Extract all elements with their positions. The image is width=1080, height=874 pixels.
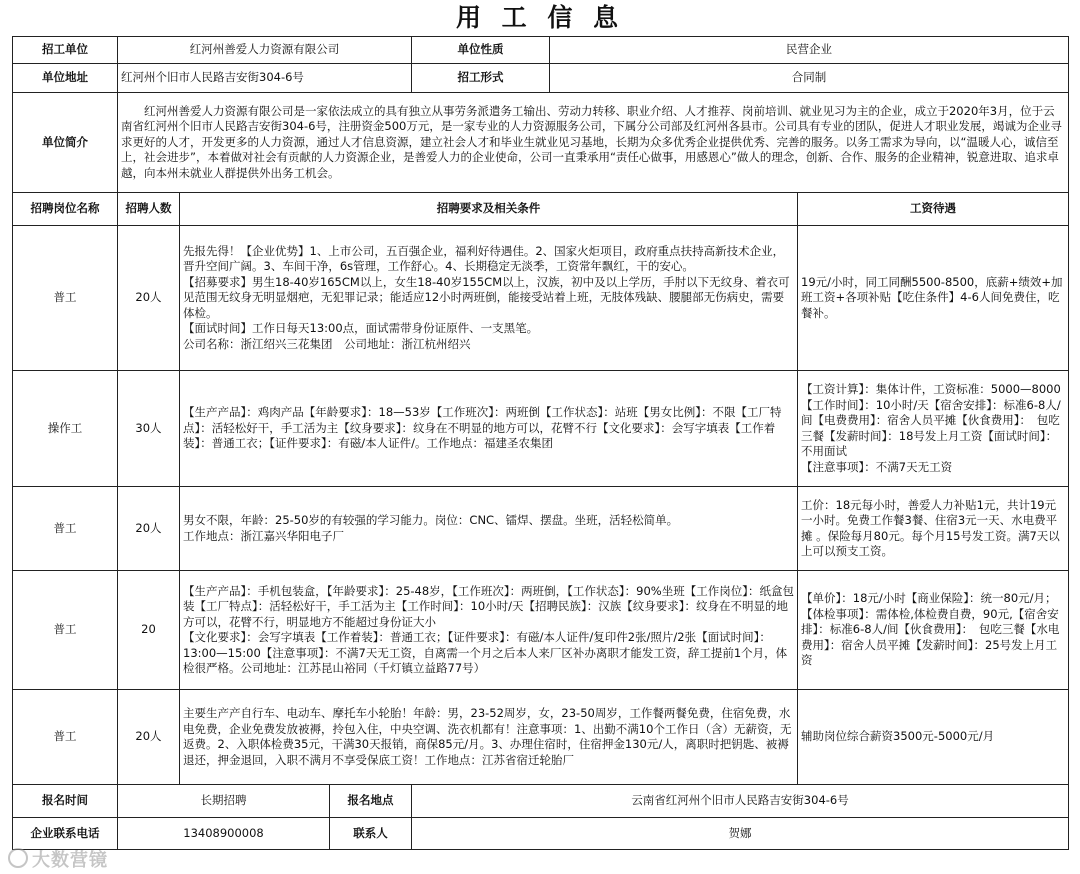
page-title: 用 工 信 息: [455, 3, 625, 32]
job-position: 操作工: [13, 371, 118, 487]
job-row: [13, 487, 1069, 571]
recruit-form: 合同制: [550, 64, 1069, 93]
signup-time: 长期招聘: [118, 785, 330, 818]
label-form: 招工形式: [412, 64, 550, 93]
contact-person: 贺娜: [412, 818, 1069, 850]
header-position: 招聘岗位名称: [13, 193, 118, 226]
job-requirements: 先报先得！【企业优势】1、上市公司，五百强企业，福利好待遇佳。2、国家火炬项目，政府重点扶持高新技术企业，晋升空间广阔。3、车间干净，6s管理，工作舒心。4、长期稳定无淡季，工资常年飘红，干的安心。 【招募要求】男生18-40岁165CM以上，女生18-40岁155CM以上，汉族，初中及以上学历，手肘以下无纹身、着衣可见范围无纹身无明显烟疤，无犯罪记录；能适应12小时两班倒，能接受站着上班，无肢体残缺、腰腿部无伤病史，需要体检。 【面试时间】工作日每天13:00点，面试需带身份证原件、一支黑笔。 公司名称：浙江绍兴三花集团 公司地址：浙江杭州绍兴: [180, 226, 798, 371]
job-row: [13, 690, 1069, 785]
job-row: [13, 371, 1069, 487]
company-intro: 红河州善爱人力资源有限公司是一家依法成立的具有独立从事劳务派遣务工输出、劳动力转移、职业介绍、人才推荐、岗前培训、就业见习为主的企业，成立于2020年3月，位于云南省红河州个旧市人民路吉安街304-6号，注册资金500万元，是一家专业的人力资源服务公司，下属分公司部及红河州各县市。公司具有专业的团队，促进人才职业发展，竭诚为企业寻求更好的人才，开发更多的人力资源，通过人才信息资源，建立社会人才和毕业生就业见习基地，长期为众多优秀企业提供优秀、完善的服务。以务工需求为导向，以“温暖人心，诚信至上，社会进步”，本着做对社会有贡献的人力资源企业，是善爱人力的企业使命，公司一直秉承用“责任心做事，用感恩心”做人的理念，创新、合作、服务的企业精神，锐意进取、追求卓越，向本州未就业人群提供外出务工机会。: [118, 93, 1069, 193]
job-info-table: [12, 36, 1069, 850]
job-count: 20人: [118, 487, 180, 571]
unit-nature: 民营企业: [550, 37, 1069, 64]
label-intro: 单位简介: [13, 93, 118, 193]
job-salary: 辅助岗位综合薪资3500元-5000元/月: [798, 690, 1069, 785]
job-requirements: 【生产产品】：手机包装盒，【年龄要求】：25-48岁，【工作班次】：两班倒，【工作状态】：90%坐班【工作岗位】：纸盒包装【工厂特点】：活轻松好干，手工活为主【工作时间】：10小时/天【招聘民族】：汉族【纹身要求】：纹身在不明显的地方可以，花臂不行，明显地方不能超过身份证大小 【文化要求】：会写字填表【工作着装】：普通工衣；【证件要求】：有磁/本人证件/复印件2张/照片/2张【面试时间】： 13:00—15:00【注意事项】：不满7天无工资，自离需一个月之后本人来厂区补办离职才能发工资，辞工提前1个月，体检很严格。公司地址：江苏昆山裕同（千灯镇立益路77号）: [180, 571, 798, 690]
job-requirements: 男女不限，年龄：25-50岁的有较强的学习能力。岗位：CNC、镭焊、摆盘。坐班，活轻松简单。 工作地点：浙江嘉兴华阳电子厂: [180, 487, 798, 571]
label-unit: 招工单位: [13, 37, 118, 64]
row-contact: [13, 818, 1069, 850]
job-row: [13, 226, 1069, 371]
header-requirements: 招聘要求及相关条件: [180, 193, 798, 226]
unit-address: 红河州个旧市人民路吉安街304-6号: [118, 64, 412, 93]
job-salary: 【单价】：18元/小时【商业保险】：统一80元/月；【体检事项】：需体检,体检费自费，90元,【宿舍安排】：标准6-8人/间【伙食费用】： 包吃三餐【水电费用】：宿舍人员平摊【发薪时间】：25号发上月工资: [798, 571, 1069, 690]
row-signup: [13, 785, 1069, 818]
job-count: 20人: [118, 226, 180, 371]
job-requirements: 主要生产产自行车、电动车、摩托车小轮胎！年龄：男，23-52周岁，女，23-50周岁，工作餐两餐免费，住宿免费，水电免费，企业免费发放被褥，拎包入住，中央空调、洗衣机都有！注意事项：1、出勤不满10个工作日（含）无薪资，无返费。2、入职体检费35元，干满30天报销，商保85元/月。3、办理住宿时，住宿押金130元/人，离职时把钥匙、被褥退还，押金退回，入职不满月不享受保底工资！工作地点：江苏省宿迁轮胎厂: [180, 690, 798, 785]
job-requirements: 【生产产品】：鸡肉产品【年龄要求】：18—53岁【工作班次】：两班倒【工作状态】：站班【男女比例】：不限【工厂特点】：活轻松好干，手工活为主【纹身要求】：纹身在不明显的地方可以，花臂不行【文化要求】：会写字填表【工作着装】：普通工衣；【证件要求】：有磁/本人证件/。工作地点：福建圣农集团: [180, 371, 798, 487]
job-position: 普工: [13, 226, 118, 371]
job-position: 普工: [13, 571, 118, 690]
job-count: 20人: [118, 690, 180, 785]
job-position: 普工: [13, 487, 118, 571]
label-signup-time: 报名时间: [13, 785, 118, 818]
job-salary: 工价：18元每小时，善爱人力补贴1元，共计19元一小时。免费工作餐3餐、住宿3元一天、水电费平摊 。保险每月80元。每个月15号发工资。满7天以上可以预支工资。: [798, 487, 1069, 571]
job-salary: 19元/小时，同工同酬5500-8500，底薪+绩效+加班工资+各项补贴【吃住条件】4-6人间免费住，吃餐补。: [798, 226, 1069, 371]
signup-place: 云南省红河州个旧市人民路吉安街304-6号: [412, 785, 1069, 818]
watermark-text: 大数营镜: [32, 850, 108, 871]
row-headers: [13, 193, 1069, 226]
header-count: 招聘人数: [118, 193, 180, 226]
job-row: [13, 571, 1069, 690]
job-salary: 【工资计算】：集体计件，工资标准：5000—8000【工作时间】：10小时/天【宿舍安排】：标准6-8人/间【电费费用】：宿舍人员平摊【伙食费用】： 包吃三餐【发薪时间】：18号发上月工资【面试时间】：不用面试 【注意事项】：不满7天无工资: [798, 371, 1069, 487]
header-salary: 工资待遇: [798, 193, 1069, 226]
row-intro: [13, 93, 1069, 193]
contact-phone: 13408900008: [118, 818, 330, 850]
watermark: [8, 846, 108, 872]
label-signup-place: 报名地点: [330, 785, 412, 818]
watermark-logo-icon: [8, 848, 28, 868]
label-address: 单位地址: [13, 64, 118, 93]
job-count: 20: [118, 571, 180, 690]
unit-name: 红河州善爱人力资源有限公司: [118, 37, 412, 64]
label-contact: 联系人: [330, 818, 412, 850]
label-nature: 单位性质: [412, 37, 550, 64]
row-address: [13, 64, 1069, 93]
job-count: 30人: [118, 371, 180, 487]
job-position: 普工: [13, 690, 118, 785]
label-phone: 企业联系电话: [13, 818, 118, 850]
row-unit: [13, 37, 1069, 64]
